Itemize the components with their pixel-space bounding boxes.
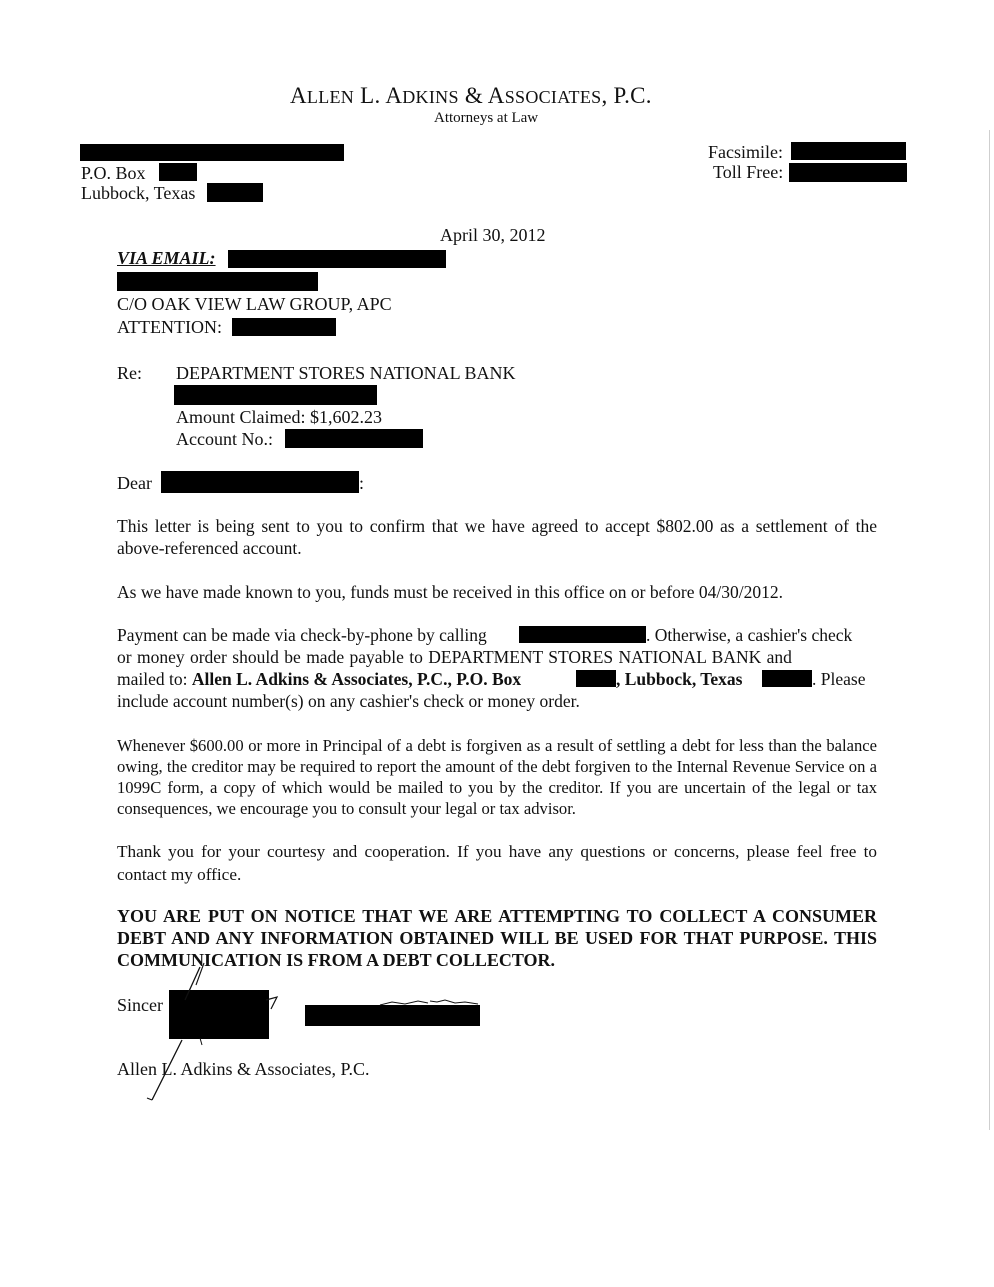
creditor-name: DEPARTMENT STORES NATIONAL BANK — [176, 363, 516, 383]
payment-line-3: mailed to: Allen L. Adkins & Associates, P.C., P.O. Box — [117, 669, 522, 689]
via-email-label: VIA EMAIL: — [117, 248, 216, 268]
care-of-line: C/O OAK VIEW LAW GROUP, APC — [117, 294, 392, 314]
redacted-facsimile — [791, 142, 906, 160]
po-box-label: P.O. Box — [81, 163, 146, 183]
redacted-firm-zip — [762, 670, 812, 687]
redacted-zip — [207, 183, 263, 202]
account-number-label: Account No.: — [176, 429, 273, 449]
salutation-colon: : — [359, 473, 365, 493]
redacted-signature — [169, 990, 269, 1039]
payment-line-1: Payment can be made via check-by-phone by calling — [117, 625, 487, 645]
paragraph-settlement: This letter is being sent to you to confirm that we have agreed to accept $802.00 as a settlement of the above-referenced account. — [117, 516, 877, 558]
redacted-toll-free — [789, 163, 907, 182]
redacted-po-box — [159, 163, 197, 181]
redacted-attention-name — [232, 318, 336, 336]
scan-edge-line — [989, 130, 990, 1130]
paragraph-tax-notice: Whenever $600.00 or more in Principal of a debt is forgiven as a result of settling a debt for less than the balance owing, the creditor may be required to report the amount of the debt forgiven to the Internal Revenue Service on a 1099C form, a copy of which would be mailed to you by the creditor. If you are uncertain of the legal or tax consequences, we encourage you to consult your legal or tax advisor. — [117, 736, 877, 818]
facsimile-label: Facsimile: — [708, 142, 783, 162]
salutation-dear: Dear — [117, 473, 152, 493]
paragraph-deadline: As we have made known to you, funds must be received in this office on or before 04/30/2012. — [117, 582, 783, 602]
letter-date: April 30, 2012 — [440, 225, 546, 245]
redacted-sender-name — [80, 144, 344, 161]
paragraph-thank-you: Thank you for your courtesy and cooperation. If you have any questions or concerns, please feel free to contact my office. — [117, 842, 877, 884]
payment-line-2: or money order should be made payable to DEPARTMENT STORES NATIONAL BANK and — [117, 647, 792, 667]
debt-collector-notice: YOU ARE PUT ON NOTICE THAT WE ARE ATTEMPTING TO COLLECT A CONSUMER DEBT AND ANY INFORMATION OBTAINED WILL BE USED FOR THAT PURPOSE. THIS COMMUNICATION IS FROM A DEBT COLLECTOR. — [117, 906, 877, 970]
redacted-debtor-name — [174, 385, 377, 405]
redacted-recipient-name — [117, 272, 318, 291]
redacted-phone-number — [519, 626, 646, 643]
re-label: Re: — [117, 363, 142, 383]
payment-line-3-city: , Lubbock, Texas — [616, 669, 743, 689]
redacted-firm-po-box — [576, 670, 616, 687]
redacted-salutation-name — [161, 471, 359, 493]
firm-name: ALLEN L. ADKINS & ASSOCIATES, P.C. — [290, 83, 652, 108]
redacted-account-number — [285, 429, 423, 448]
payment-line-4: include account number(s) on any cashier's check or money order. — [117, 691, 580, 711]
payment-line-1-end: . Otherwise, a cashier's check — [646, 625, 853, 645]
toll-free-label: Toll Free: — [713, 162, 784, 182]
payment-line-3-end: . Please — [812, 669, 866, 689]
firm-subtitle: Attorneys at Law — [434, 110, 539, 126]
city-state: Lubbock, Texas — [81, 183, 196, 203]
attention-label: ATTENTION: — [117, 317, 222, 337]
signature-name: Allen L. Adkins & Associates, P.C. — [117, 1059, 370, 1079]
redacted-signer-name — [305, 1005, 480, 1026]
closing-sincerely: Sincer — [117, 995, 163, 1015]
amount-claimed: Amount Claimed: $1,602.23 — [176, 407, 382, 427]
redacted-email — [228, 250, 446, 268]
